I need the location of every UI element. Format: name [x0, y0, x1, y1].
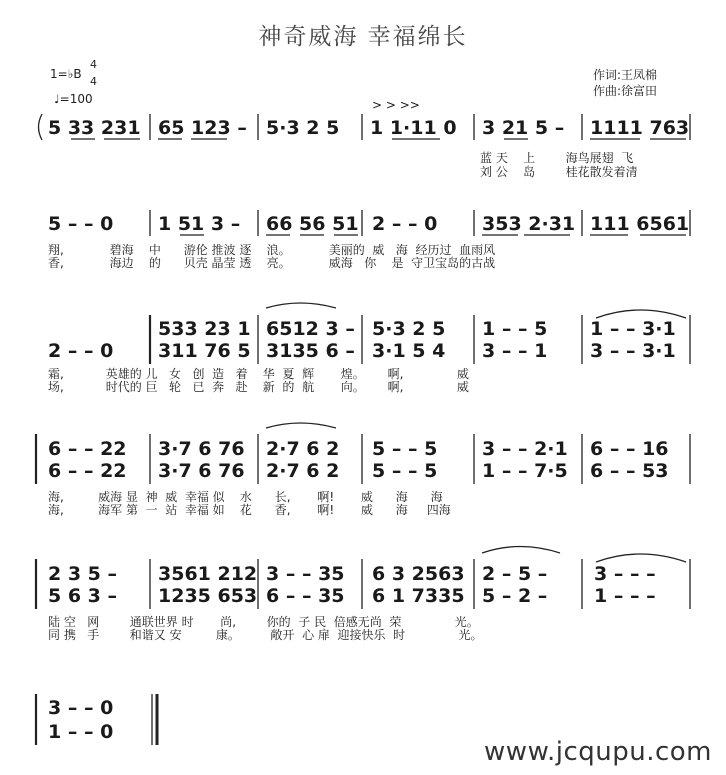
measure: 5 33 231	[48, 117, 141, 139]
watermark: www.jcqupu.com	[484, 737, 712, 767]
lyrics-verse-2: 海, 海军 第 一 站 幸福 如 花 香, 啊! 威 海 四海	[48, 503, 451, 517]
measure: 65 123 –	[158, 117, 247, 139]
measure-lower: 6 – – 35	[266, 585, 345, 607]
measure-lower: 6 – – 22	[48, 460, 127, 482]
measure-upper: 2·7 6 2	[266, 438, 340, 460]
measure: 66 56 51	[266, 213, 359, 235]
measure-lower: 6 1 7335	[372, 585, 465, 607]
measure-lower: 5 – 2 –	[482, 585, 548, 607]
tie	[482, 547, 560, 554]
measure-lower: 1 – – 7·5	[482, 460, 568, 482]
measure: 111 6561	[590, 213, 690, 235]
lyrics-verse-2: 香, 海边 的 贝壳 晶莹 透 亮。 威海 你 是 守卫宝岛的古战	[48, 256, 496, 270]
measure-lower: 3·7 6 76	[158, 460, 245, 482]
measure: 1 51 3 –	[158, 213, 241, 235]
lyricist-credit: 作词:王凤棉	[593, 68, 658, 82]
measure: 2 – – 0	[48, 340, 114, 362]
measure-lower: 6 – – 53	[590, 460, 669, 482]
measure-upper: 2 – 5 –	[482, 563, 548, 585]
measure-upper: 5·3 2 5	[372, 318, 446, 340]
tie	[266, 303, 336, 308]
measure-lower: 1 – – –	[594, 585, 656, 607]
measure-upper: 3·7 6 76	[158, 438, 245, 460]
lyrics-verse-1: 翔, 碧海 中 游伦 推波 逐 浪。 美丽的 威 海 经历过 血雨风	[48, 243, 496, 257]
measure: 1111 763	[590, 117, 690, 139]
measure: 353 2·31	[482, 213, 576, 235]
measure-upper: 3 – – –	[594, 563, 656, 585]
measure-upper: 2 3 5 –	[48, 563, 118, 585]
tie	[596, 310, 686, 318]
measure-lower: 5 – – 5	[372, 460, 438, 482]
key-signature: 1=♭B	[50, 67, 82, 81]
measure-upper: 3561 212	[158, 563, 258, 585]
measure-lower: 3135 6 –	[266, 340, 355, 362]
measure-upper: 533 23 1	[158, 318, 251, 340]
measure: 1 1·11 0	[370, 117, 457, 139]
meter-bottom: 4	[90, 75, 97, 88]
measure-upper: 1 – – 3·1	[590, 318, 676, 340]
tempo-mark: ♩=100	[54, 92, 93, 106]
lyrics-verse-1: 陆 空 网 通联世界 时 尚, 你的 子 民 倍感无尚 荣 光。	[48, 615, 479, 629]
measure: 3 21 5 –	[482, 117, 565, 139]
accent-marks: > > >>	[372, 98, 420, 112]
lyrics-verse-2: 刘 公 岛 桂花散发着清	[480, 165, 638, 179]
lyrics-verse-1: 霜, 英雄的 儿 女 创 造 着 华 夏 辉 煌。 啊, 威	[48, 367, 469, 381]
measure-upper: 6 – – 16	[590, 438, 669, 460]
measure-upper: 6 3 2563	[372, 563, 465, 585]
measure-upper: 6512 3 –	[266, 318, 355, 340]
measure-lower: 311 76 5	[158, 340, 251, 362]
measure-upper: 6 – – 22	[48, 438, 127, 460]
song-title: 神奇威海 幸福绵长	[258, 24, 468, 50]
measure-lower: 2·7 6 2	[266, 460, 340, 482]
measure-upper: 3 – – 2·1	[482, 438, 568, 460]
lyrics-verse-2: 场, 时代的 巨 轮 已 奔 赴 新 的 航 向。 啊, 威	[48, 380, 469, 394]
tie	[596, 554, 686, 562]
measure-lower: 1235 653	[158, 585, 258, 607]
lyrics-verse-2: 同 携 手 和谐又 安 康。 敞开 心 扉 迎接快乐 时 光。	[48, 628, 483, 642]
measure-lower: 3·1 5 4	[372, 340, 446, 362]
measure-upper: 5 – – 5	[372, 438, 438, 460]
measure: 5 – – 0	[48, 213, 114, 235]
measure-lower: 3 – – 1	[482, 340, 548, 362]
measure-lower: 1 – – 0	[48, 721, 114, 743]
measure-lower: 5 6 3 –	[48, 585, 118, 607]
measure-lower: 3 – – 3·1	[590, 340, 676, 362]
measure-upper: 3 – – 0	[48, 697, 114, 719]
tie	[266, 423, 336, 428]
composer-credit: 作曲:徐富田	[593, 84, 658, 98]
measure-upper: 1 – – 5	[482, 318, 548, 340]
opening-brace	[39, 114, 43, 140]
measure: 2 – – 0	[372, 213, 438, 235]
meter-top: 4	[90, 58, 97, 71]
measure: 5·3 2 5	[266, 117, 340, 139]
measure-upper: 3 – – 35	[266, 563, 345, 585]
lyrics-verse-1: 蓝 天 上 海鸟展翅 飞	[480, 151, 634, 165]
lyrics-verse-1: 海, 威海 显 神 威 幸福 似 水 长, 啊! 威 海 海	[48, 490, 443, 504]
